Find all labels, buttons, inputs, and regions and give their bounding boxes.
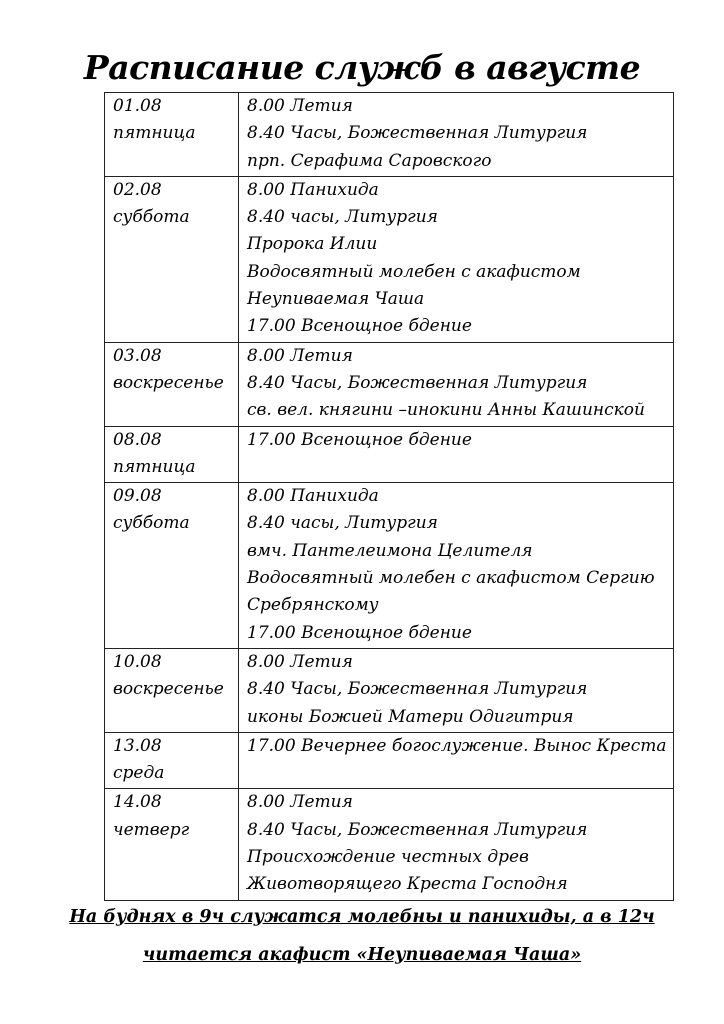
schedule-row: [105, 93, 674, 177]
schedule-date: 03.08: [113, 345, 162, 366]
service-line: прп. Серафима Саровского: [247, 150, 492, 171]
schedule-services-cell: [239, 732, 674, 789]
service-line: Происхождение честных древ: [247, 847, 529, 868]
footer-line-1: На буднях в 9ч служатся молебны и панихиды, а в 12ч: [69, 907, 655, 927]
service-line: Животворящего Креста Господня: [247, 874, 568, 895]
schedule-services-cell: [239, 93, 674, 177]
footer-line-2: читается акафист «Неупиваемая Чаша»: [142, 945, 582, 965]
service-line: 8.00 Летия: [247, 345, 353, 366]
schedule-row: [105, 648, 674, 732]
service-line: Водосвятный молебен с акафистом Сергию: [247, 568, 655, 589]
service-line: 17.00 Всенощное бдение: [247, 622, 472, 643]
schedule-date: 08.08: [113, 429, 162, 450]
service-line: 17.00 Всенощное бдение: [247, 429, 472, 450]
service-line: 8.00 Летия: [247, 651, 353, 672]
schedule-row: [105, 789, 674, 900]
schedule-services-cell: [239, 426, 674, 483]
service-line: 8.40 часы, Литургия: [247, 207, 438, 228]
service-line: св. вел. княгини –инокини Анны Кашинской: [247, 400, 645, 421]
page-title: Расписание служб в августе: [83, 48, 641, 87]
footer-note: [0, 898, 724, 974]
schedule-date-cell: [105, 789, 239, 900]
schedule-date-cell: [105, 176, 239, 342]
schedule-weekday: суббота: [113, 207, 190, 228]
schedule-table: [104, 92, 674, 901]
schedule-row: [105, 426, 674, 483]
service-line: 8.40 Часы, Божественная Литургия: [247, 819, 588, 840]
service-line: 8.40 часы, Литургия: [247, 513, 438, 534]
schedule-services-cell: [239, 483, 674, 649]
service-line: 17.00 Вечернее богослужение. Вынос Креста: [247, 735, 667, 756]
service-line: 8.00 Панихида: [247, 179, 379, 200]
service-line: иконы Божией Матери Одигитрия: [247, 706, 574, 727]
schedule-date-cell: [105, 426, 239, 483]
schedule-date: 14.08: [113, 792, 162, 813]
service-line: 8.00 Летия: [247, 96, 353, 116]
schedule-date: 09.08: [113, 486, 162, 507]
schedule-weekday: воскресенье: [113, 372, 224, 393]
schedule-weekday: пятница: [113, 123, 196, 144]
service-line: 8.40 Часы, Божественная Литургия: [247, 372, 588, 393]
schedule-row: [105, 483, 674, 649]
schedule-date-cell: [105, 342, 239, 426]
schedule-services-cell: [239, 648, 674, 732]
schedule-date-cell: [105, 483, 239, 649]
schedule-row: [105, 732, 674, 789]
schedule-date-cell: [105, 732, 239, 789]
service-line: Водосвятный молебен с акафистом: [247, 261, 581, 282]
schedule-services-cell: [239, 176, 674, 342]
schedule-row: [105, 176, 674, 342]
schedule-date: 01.08: [113, 96, 162, 116]
service-line: 8.40 Часы, Божественная Литургия: [247, 123, 588, 144]
service-line: 17.00 Всенощное бдение: [247, 316, 472, 337]
service-line: 8.40 Часы, Божественная Литургия: [247, 679, 588, 700]
schedule-date: 13.08: [113, 735, 162, 756]
schedule-weekday: суббота: [113, 513, 190, 534]
schedule-date-cell: [105, 648, 239, 732]
schedule-date: 10.08: [113, 651, 162, 672]
service-line: 8.00 Панихида: [247, 486, 379, 507]
schedule-body: [105, 93, 674, 901]
service-line: вмч. Пантелеимона Целителя: [247, 540, 533, 561]
service-line: Пророка Илии: [247, 234, 378, 255]
schedule-date-cell: [105, 93, 239, 177]
service-line: Неупиваемая Чаша: [247, 289, 425, 310]
schedule-services-cell: [239, 342, 674, 426]
schedule-weekday: четверг: [113, 819, 190, 840]
service-line: 8.00 Летия: [247, 792, 353, 813]
service-line: Сребрянскому: [247, 595, 379, 616]
schedule-row: [105, 342, 674, 426]
schedule-weekday: воскресенье: [113, 679, 224, 700]
schedule-services-cell: [239, 789, 674, 900]
schedule-date: 02.08: [113, 179, 162, 200]
schedule-weekday: среда: [113, 763, 165, 784]
schedule-weekday: пятница: [113, 456, 196, 477]
